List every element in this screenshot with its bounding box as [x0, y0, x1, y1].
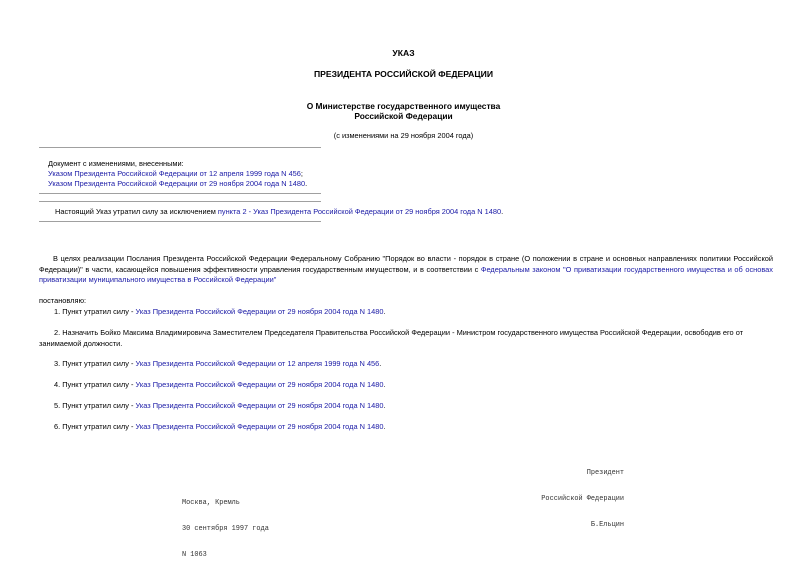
doc-title: УКАЗ [392, 48, 415, 58]
item-5 [54, 401, 386, 410]
doc-heading-line2: Российской Федерации [354, 111, 453, 121]
place-date-block [182, 482, 269, 568]
divider [39, 221, 321, 222]
item-prefix: 5. Пункт утратил силу - [54, 401, 136, 410]
change-sep-2: . [305, 179, 308, 188]
change-link-1[interactable]: Указом Президента Российской Федерации от 12 апреля 1999 года N 456 [48, 169, 301, 178]
item-suffix: . [383, 422, 386, 431]
date-line: 30 сентября 1997 года [182, 524, 269, 533]
changes-line-2 [48, 179, 307, 188]
item-prefix: 1. Пункт утратил силу - [54, 307, 136, 316]
doc-subtitle: ПРЕЗИДЕНТА РОССИЙСКОЙ ФЕДЕРАЦИИ [313, 69, 494, 79]
change-link-2[interactable]: Указом Президента Российской Федерации от 29 ноября 2004 года N 1480 [48, 179, 306, 188]
federal-law-link[interactable]: Федеральным законом "О приватизации государственного имущества и об основах приватизации муниципального имущества в Российской Федерации" [39, 264, 773, 284]
divider [39, 193, 321, 194]
item-4 [54, 380, 386, 389]
item-link[interactable]: Указ Президента Российской Федерации от 29 ноября 2004 года N 1480 [135, 307, 384, 316]
place-line: Москва, Кремль [182, 499, 240, 508]
item-suffix: . [383, 401, 386, 410]
signature-line: Российской Федерации [541, 494, 624, 503]
item-link[interactable]: Указ Президента Российской Федерации от 29 ноября 2004 года N 1480 [135, 380, 384, 389]
item-link[interactable]: Указ Президента Российской Федерации от 29 ноября 2004 года N 1480 [135, 401, 384, 410]
divider [39, 147, 321, 148]
change-sep-1: ; [300, 169, 303, 178]
decree-word: постановляю: [39, 296, 87, 305]
repeal-note [55, 207, 503, 216]
changes-intro: Документ с изменениями, внесенными: [48, 159, 184, 168]
repeal-prefix: Настоящий Указ утратил силу за исключением [55, 207, 218, 216]
divider [39, 201, 321, 202]
item-6 [54, 422, 386, 431]
item-prefix: 3. Пункт утратил силу - [54, 359, 136, 368]
item-suffix: . [383, 307, 386, 316]
preamble-text: В целях реализации Послания Президента Российской Федерации Федеральному Собранию "Порядок во власти - порядок в стране (О положении в стране и основных направлениях политики Российской Федерации)" в части, касающейся повышения эффективности управления государственным имуществом, и в соответствии с [39, 254, 773, 274]
item-prefix: 4. Пункт утратил силу - [54, 380, 136, 389]
doc-heading-line1: О Министерстве государственного имущества [306, 101, 501, 111]
item-2: 2. Назначить Бойко Максима Владимировича Заместителем Председателя Правительства Российской Федерации - Министром государственного имущества Российской Федерации, освободив его от занимаемой должности. [39, 328, 744, 348]
repeal-suffix: . [501, 207, 504, 216]
number-line: N 1063 [182, 550, 207, 559]
signature-line: Президент [586, 469, 624, 478]
item-prefix: 6. Пункт утратил силу - [54, 422, 136, 431]
changes-line-1 [48, 169, 303, 178]
repeal-link[interactable]: пункта 2 - Указ Президента Российской Федерации от 29 ноября 2004 года N 1480 [217, 207, 502, 216]
preamble-paragraph [39, 254, 773, 286]
item-link[interactable]: Указ Президента Российской Федерации от 12 апреля 1999 года N 456 [135, 359, 380, 368]
amendment-note: (с изменениями на 29 ноября 2004 года) [333, 131, 474, 140]
item-3 [54, 359, 381, 368]
item-1 [54, 307, 386, 316]
item-suffix: . [379, 359, 382, 368]
item-suffix: . [383, 380, 386, 389]
signature-line: Б.Ельцин [590, 520, 624, 529]
signature-block [541, 452, 624, 538]
item-link[interactable]: Указ Президента Российской Федерации от 29 ноября 2004 года N 1480 [135, 422, 384, 431]
